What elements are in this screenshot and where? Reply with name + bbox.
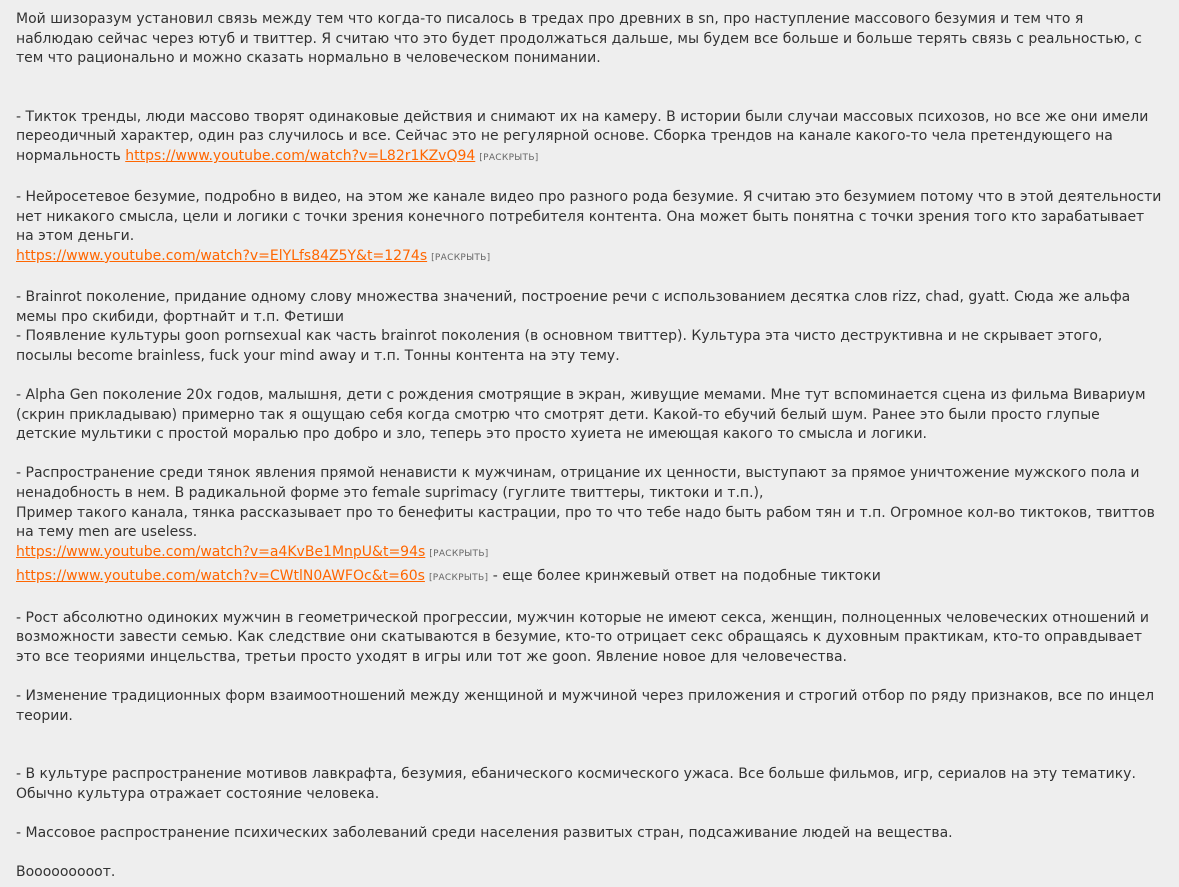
paragraph-mental: - Массовое распространение психических заболеваний среди населения развитых стран, подсаживание людей на вещества. <box>16 824 953 841</box>
expand-link-4[interactable]: [РАСКРЫТЬ] <box>428 573 489 584</box>
youtube-link-1[interactable]: https://www.youtube.com/watch?v=L82r1KZvQ94 <box>125 147 476 164</box>
paragraph-tiktok <box>16 108 1163 169</box>
youtube-link-2[interactable]: https://www.youtube.com/watch?v=ElYLfs84Z5Y&t=1274s <box>16 247 428 264</box>
tiktok-text: - Тикток тренды, люди массово творят одинаковые действия и снимают их на камеру. В истории были случаи массовых психозов, но все же они имели переодичный характер, один раз случилось и все. Сейчас это не регулярной основе. Сборка трендов на канале какого-то чела претендующего на нормальность <box>16 108 1149 164</box>
expand-link-1[interactable]: [РАСКРЫТЬ] <box>479 152 539 163</box>
link-line-2 <box>16 247 1163 269</box>
paragraph-lonely: - Рост абсолютно одиноких мужчин в геометрической прогрессии, мужчин которые не имеют секса, женщин, полноценных человеческих отношений и возможности завести семью. Как следствие они скатываются в безумие, кто-то отрицает секс обращаясь к духовным практикам, кто-то оправдывает это все теориями инцельства, третьи просто уходят в игры или тот же goon. Явление новое для человечества. <box>16 609 1150 665</box>
paragraph-neuro: - Нейросетевое безумие, подробно в видео, на этом же канале видео про разного рода безумие. Я считаю это безумием потому что в этой деятельности нет никакого смысла, цели и логики с точки зрения конечного потребителя контента. Она может быть понятна с точки зрения того кто зарабатывает на этом деньги. <box>16 189 1162 245</box>
paragraph-goon: - Появление культуры goon pornsexual как часть brainrot поколения (в основном твиттер). Культура эта чисто деструктивна и не скрывает этого, посылы become brainless, fuck your mind away и т.п. Тонны контента на эту тему. <box>16 328 1103 364</box>
youtube-link-3[interactable]: https://www.youtube.com/watch?v=a4KvBe1MnpU&t=94s <box>16 543 426 560</box>
paragraph-alpha: - Alpha Gen поколение 20х годов, малышня, дети с рождения смотрящие в экран, живущие мемами. Мне тут вспоминается сцена из фильма Вивариум (скрин прикладываю) примерно так я ощущаю себя когда смотрю что смотрят дети. Какой-то ебучий белый шум. Ранее это были просто глупые детские мультики с простой моралью про добро и зло, теперь это просто хуиета не имеющая какого то смысла и логики. <box>16 387 1146 443</box>
paragraph-brainrot: - Brainrot поколение, придание одному слову множества значений, построение речи с использованием десятка слов rizz, chad, gyatt. Сюда же альфа мемы про скибиди, фортнайт и т.п. Фетиши <box>16 289 1131 325</box>
link-line-4 <box>16 567 1163 589</box>
paragraph-relations: - Изменение традиционных форм взаимоотношений между женщиной и мужчиной через приложения и строгий отбор по ряду признаков, все по инцел теории. <box>16 688 1155 724</box>
post-outro: Вооооооооот. <box>16 864 116 881</box>
link-4-comment: - еще более кринжевый ответ на подобные тиктоки <box>488 568 881 585</box>
youtube-link-4[interactable]: https://www.youtube.com/watch?v=CWtlN0AWFOc&t=60s <box>16 568 425 585</box>
paragraph-hate: - Распространение среди тянок явления прямой ненависти к мужчинам, отрицание их ценности, выступают за прямое уничтожение мужского пола и ненадобность в нем. В радикальной форме это female suprimacy (гуглите твиттеры, тиктоки и т.п.), <box>16 465 1140 502</box>
expand-link-3[interactable]: [РАСКРЫТЬ] <box>429 548 489 559</box>
paragraph-example: Пример такого канала, тянка рассказывает про то бенефиты кастрации, про то что тебе надо быть рабом тян и т.п. Огромное кол-во тиктоков, твиттов на тему men are useless. <box>16 504 1155 541</box>
link-line-3 <box>16 543 1163 565</box>
paragraph-culture: - В культуре распространение мотивов лавкрафта, безумия, ебанического космического ужаса. Все больше фильмов, игр, сериалов на эту тематику. Обычно культура отражает состояние человека. <box>16 766 1136 802</box>
expand-link-2[interactable]: [РАСКРЫТЬ] <box>431 252 491 263</box>
post-intro: Мой шизоразум установил связь между тем что когда-то писалось в тредах про древних в sn, про наступление массового безумия и тем что я наблюдаю сейчас через ютуб и твиттер. Я считаю что это будет продолжаться дальше, мы будем все больше и больше терять связь с реальностью, с тем что рационально и можно сказать нормально в человеческом понимании. <box>16 11 1142 67</box>
